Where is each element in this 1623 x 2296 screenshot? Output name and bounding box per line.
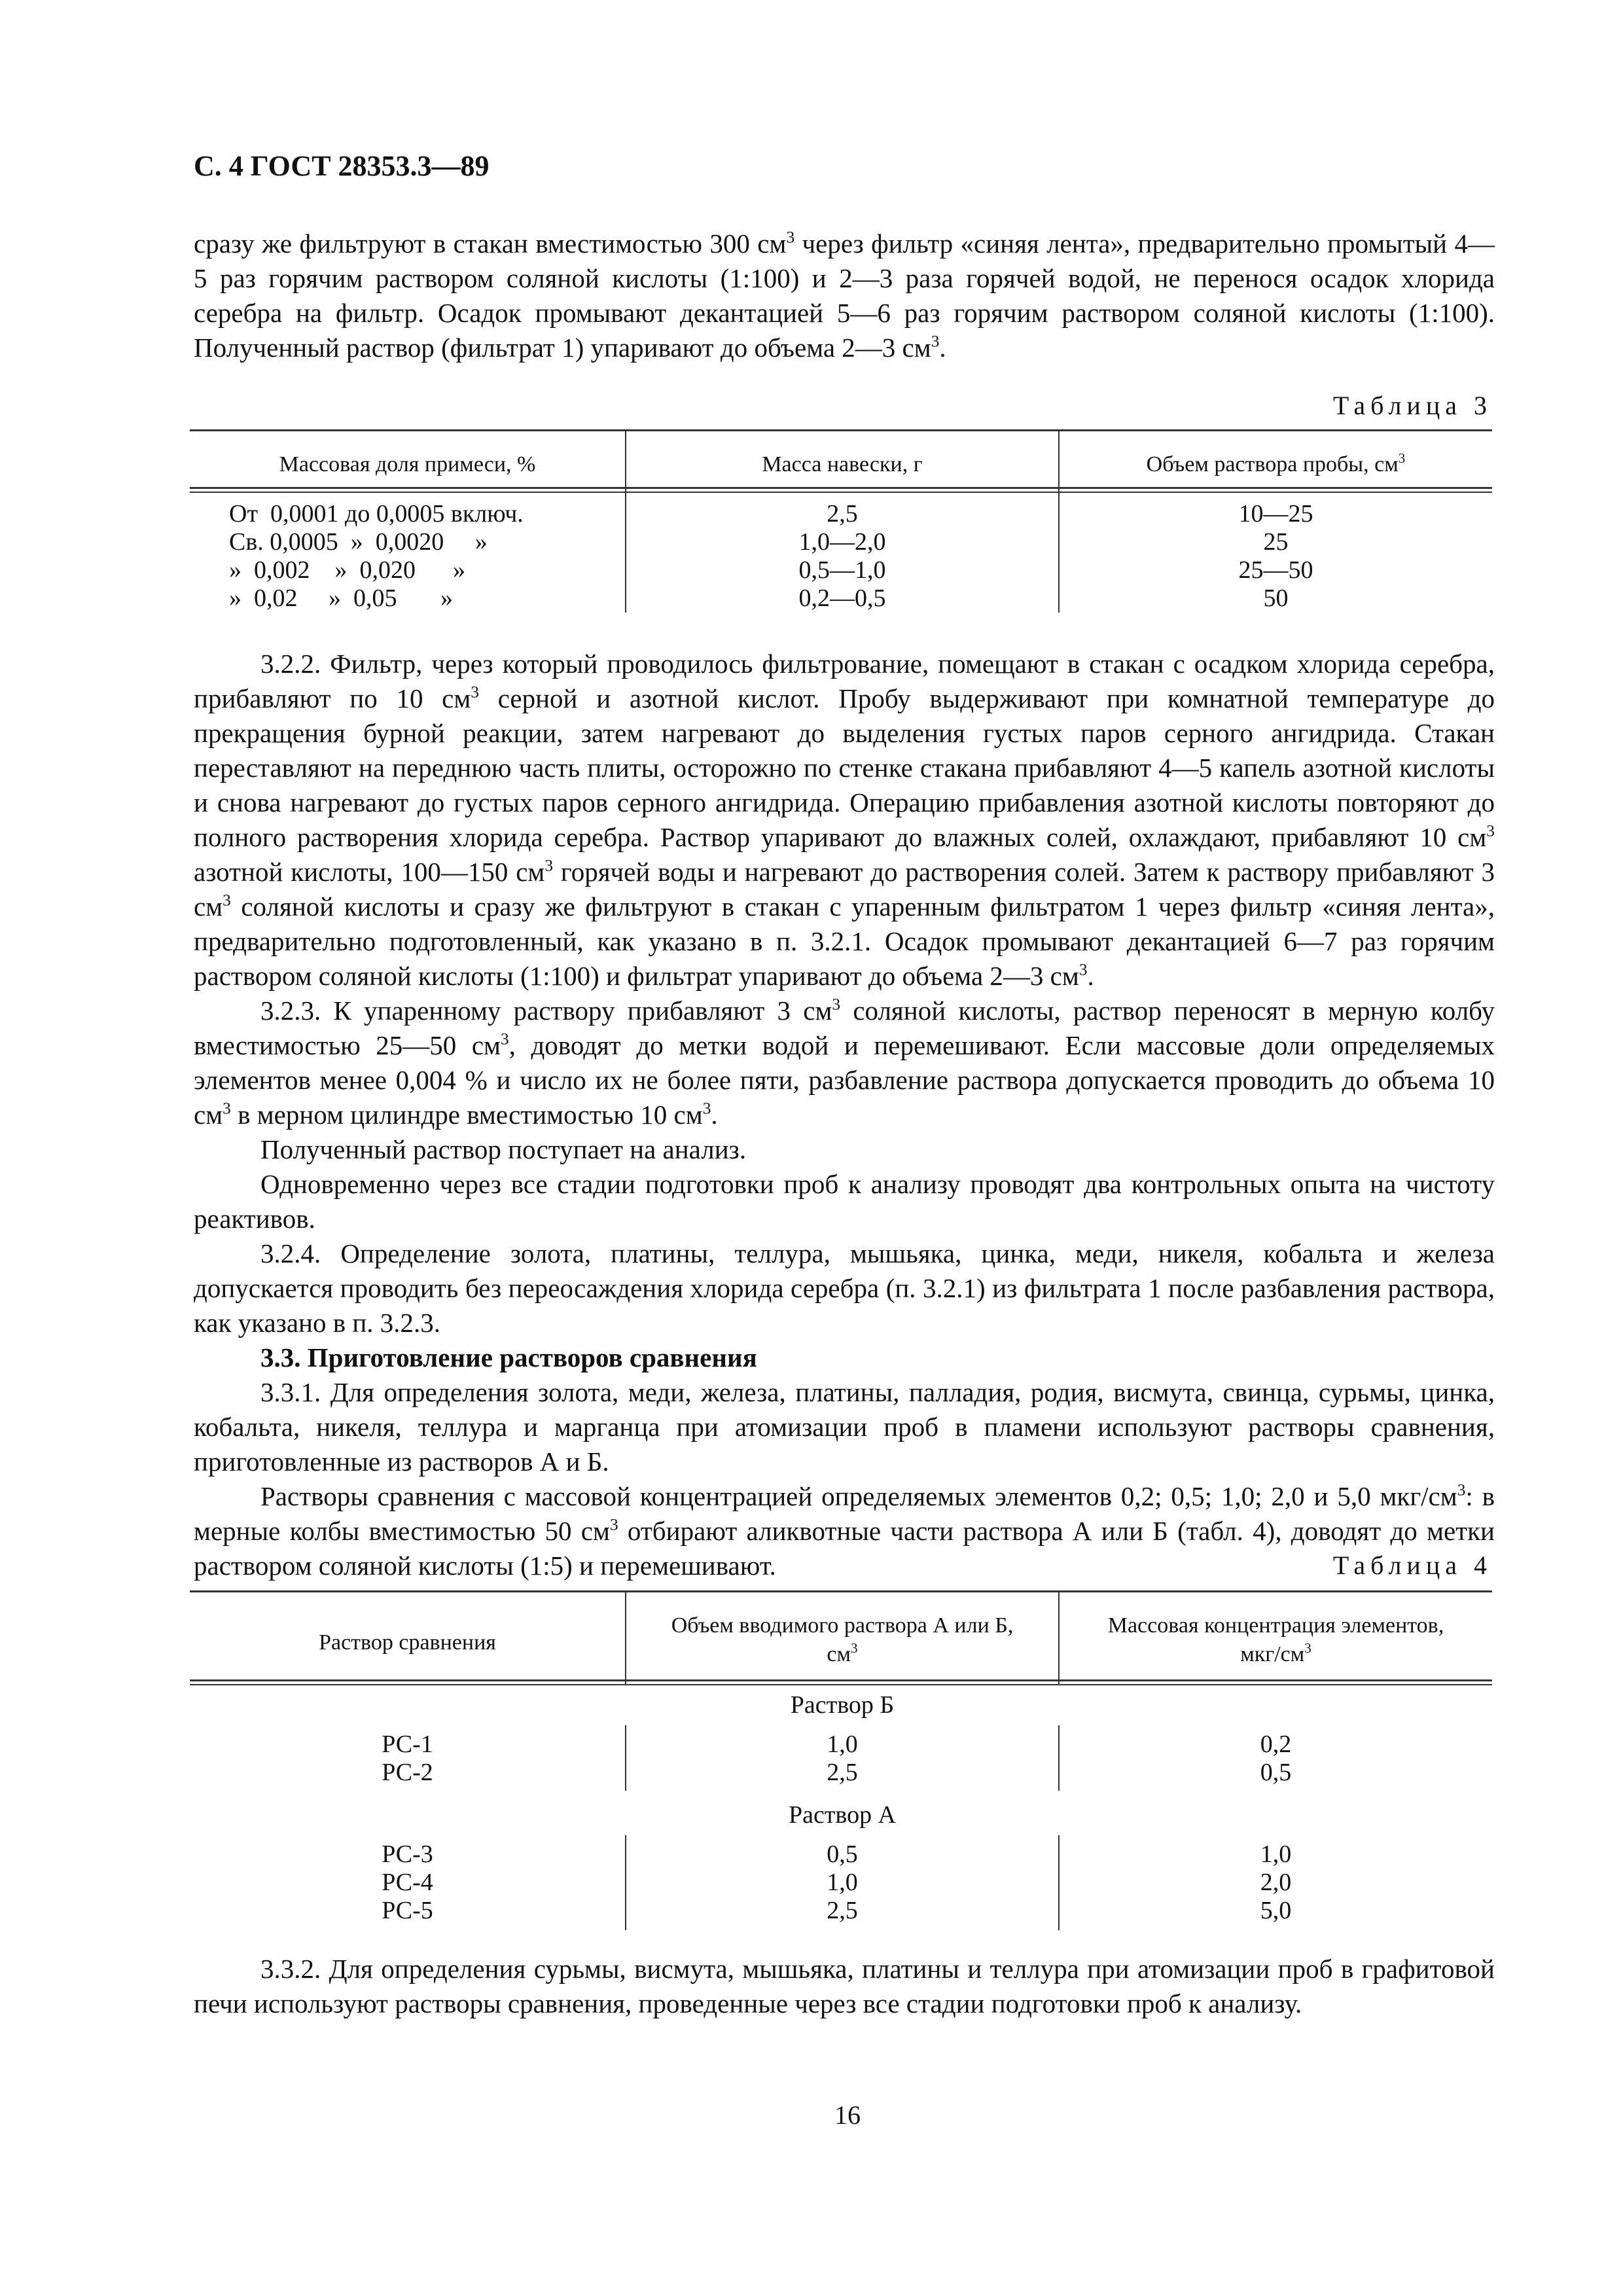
table-cell: РС-3: [382, 1840, 433, 1868]
table3-header-mass-fraction: Массовая доля примеси, %: [279, 452, 536, 476]
paragraph-3-3-2: 3.3.2. Для определения сурьмы, висмута, мышьяка, платины и теллура при атомизации проб в графитовой печи используют растворы сравнения, проведенные через все стадии подготовки проб к анализу.: [194, 1954, 1495, 2018]
table-cell: 2,5: [827, 500, 858, 528]
table-cell: 0,2: [1260, 1731, 1292, 1758]
body-text-block: [0, 647, 1623, 1583]
table-cell: 0,5: [1260, 1759, 1292, 1786]
table4-top-rule: [190, 1590, 1492, 1592]
section-heading-3-3: 3.3. Приготовление растворов сравнения: [260, 1342, 757, 1372]
table4-group-solution-b: Раствор Б: [790, 1691, 895, 1719]
table-cell: 0,5: [827, 1840, 858, 1868]
table-cell: От 0,0001 до 0,0005 включ.: [229, 500, 524, 528]
table3-col-mass-fraction: [229, 500, 622, 613]
table3-header-rule-2: [190, 492, 1492, 493]
table4-divider-1-header: [625, 1590, 626, 1685]
table-cell: 1,0—2,0: [798, 528, 886, 556]
table4-group-solution-a: Раствор А: [788, 1801, 897, 1829]
table-cell: 5,0: [1260, 1897, 1292, 1924]
paragraph-3-2-2: 3.2.2. Фильтр, через который проводилось фильтрование, помещают в стакан с осадком хлорида серебра, прибавляют по 10 $см^3$ серной и азотной кислот. Пробу выдерживают при комнатной температуре до прекращения бурной реакции, затем нагревают до выделения густых паров серного ангидрида. Стакан переставляют на переднюю часть плиты, осторожно по стенке стакана прибавляют 4—5 капель азотной кислоты и снова нагревают до густых паров серного ангидрида. Операцию прибавления азотной кислоты повторяют до полного растворения хлорида серебра. Раствор упаривают до влажных солей, охлаждают, прибавляют 10 $см^3$ азотной кислоты, 100—150 $см^3$ горячей воды и нагревают до растворения солей. Затем к раствору прибавляют 3 $см^3$ соляной кислоты и сразу же фильтруют в стакан с упаренным фильтратом 1 через фильтр «синяя лента», предварительно подготовленный, как указано в п. 3.2.1. Осадок промывают декантацией 6—7 раз горячим раствором соляной кислоты (1:100) и фильтрат упаривают до объема 2—3 $см^3$.: [194, 649, 1495, 991]
table4-caption: Таблица 4: [1332, 1551, 1492, 1580]
table3-header-rule: [190, 487, 1492, 489]
table4-header-rule-2: [190, 1684, 1492, 1685]
paragraph-reference-solutions: Растворы сравнения с массовой концентрацией определяемых элементов 0,2; 0,5; 1,0; 2,0 и 5,0 мкг/$см^3$: в мерные колбы вместимостью 50 $см^3$ отбирают аликвотные части раствора А или Б (табл. 4), доводят до метки раствором соляной кислоты (1:5) и перемешивают.: [194, 1480, 1495, 1581]
table-cell: » 0,02 » 0,05 »: [229, 584, 453, 612]
table-cell: 1,0: [827, 1731, 858, 1758]
table-cell: 25: [1263, 528, 1289, 556]
table-cell: 1,0: [1260, 1840, 1292, 1868]
table3-header-sample-mass: Масса навески, г: [762, 452, 923, 476]
table-cell: 10—25: [1238, 500, 1313, 528]
table3-col-solution-volume: [1060, 500, 1492, 613]
table4-header-rule: [190, 1679, 1492, 1681]
table4-a-col2: [626, 1840, 1058, 1925]
table-cell: 0,2—0,5: [798, 584, 886, 612]
table4-b-col3: [1060, 1731, 1492, 1787]
table4-a-col1: [190, 1840, 625, 1925]
table-cell: 2,5: [827, 1897, 858, 1924]
table-cell: 25—50: [1238, 556, 1313, 584]
table-cell: Св. 0,0005 » 0,0020 »: [229, 528, 488, 556]
paragraph-3-2-4: 3.2.4. Определение золота, платины, теллура, мышьяка, цинка, меди, никеля, кобальта и железа допускается проводить без переосаждения хлорида серебра (п. 3.2.1) из фильтрата 1 после разбавления раствора, как указано в п. 3.2.3.: [194, 1238, 1495, 1338]
paragraph-control-experiments: Одновременно через все стадии подготовки проб к анализу проводят два контрольных опыта на чистоту реактивов.: [194, 1169, 1495, 1234]
table-cell: 1,0: [827, 1869, 858, 1896]
table3-col-sample-mass: [626, 500, 1058, 613]
page-number: 16: [834, 2100, 861, 2130]
table4-header-concentration: Массовая концентрация элементов, мкг/$см^3$: [1107, 1613, 1444, 1666]
paragraph-3-2-3: 3.2.3. К упаренному раствору прибавляют 3 $см^3$ соляной кислоты, раствор переносят в мерную колбу вместимостью 25—50 $см^3$, доводят до метки водой и перемешивают. Если массовые доли определяемых элементов менее 0,004 % и число их не более пяти, разбавление раствора допускается проводить до объема 10 $см^3$ в мерном цилиндре вместимостью 10 $см^3$.: [194, 995, 1495, 1130]
table4-b-col2: [626, 1731, 1058, 1787]
table-cell: РС-4: [382, 1869, 433, 1896]
paragraph-received: Полученный раствор поступает на анализ.: [260, 1134, 747, 1164]
table3-caption: Таблица 3: [1332, 391, 1492, 420]
table4-header-reference-solution: Раствор сравнения: [319, 1630, 496, 1655]
table4-header-volume: Объем вводимого раствора А или Б, $см^3$: [671, 1613, 1014, 1666]
table3-top-rule: [190, 429, 1492, 431]
table3-header-solution-volume: Объем раствора пробы, $см^3$: [1146, 450, 1406, 476]
table-cell: 50: [1263, 584, 1289, 612]
table-cell: » 0,002 » 0,020 »: [229, 556, 465, 584]
table-cell: 2,0: [1260, 1869, 1292, 1896]
table-cell: РС-1: [382, 1731, 433, 1758]
table4-a-col3: [1060, 1840, 1492, 1925]
table-cell: РС-5: [382, 1897, 433, 1924]
table4-b-col1: [190, 1731, 625, 1787]
table4-divider-2-header: [1058, 1590, 1060, 1685]
table-cell: 0,5—1,0: [798, 556, 886, 584]
paragraph-3-3-1: 3.3.1. Для определения золота, меди, железа, платины, палладия, родия, висмута, свинца, сурьмы, цинка, кобальта, никеля, теллура и марганца при атомизации проб в пламени используют растворы сравнения, приготовленные из растворов А и Б.: [194, 1377, 1495, 1477]
table-cell: РС-2: [382, 1759, 433, 1786]
paragraph-filtration: сразу же фильтруют в стакан вместимостью 300 $см^3$ через фильтр «синяя лента», предварительно промытый 4—5 раз горячим раствором соляной кислоты (1:100) и 2—3 раза горячей водой, не перенося осадок хлорида серебра на фильтр. Осадок промывают декантацией 5—6 раз горячим раствором соляной кислоты (1:100). Полученный раствор (фильтрат 1) упаривают до объема 2—3 $см^3$.: [194, 228, 1495, 363]
document-header: С. 4 ГОСТ 28353.3—89: [194, 150, 490, 182]
table-cell: 2,5: [827, 1759, 858, 1786]
